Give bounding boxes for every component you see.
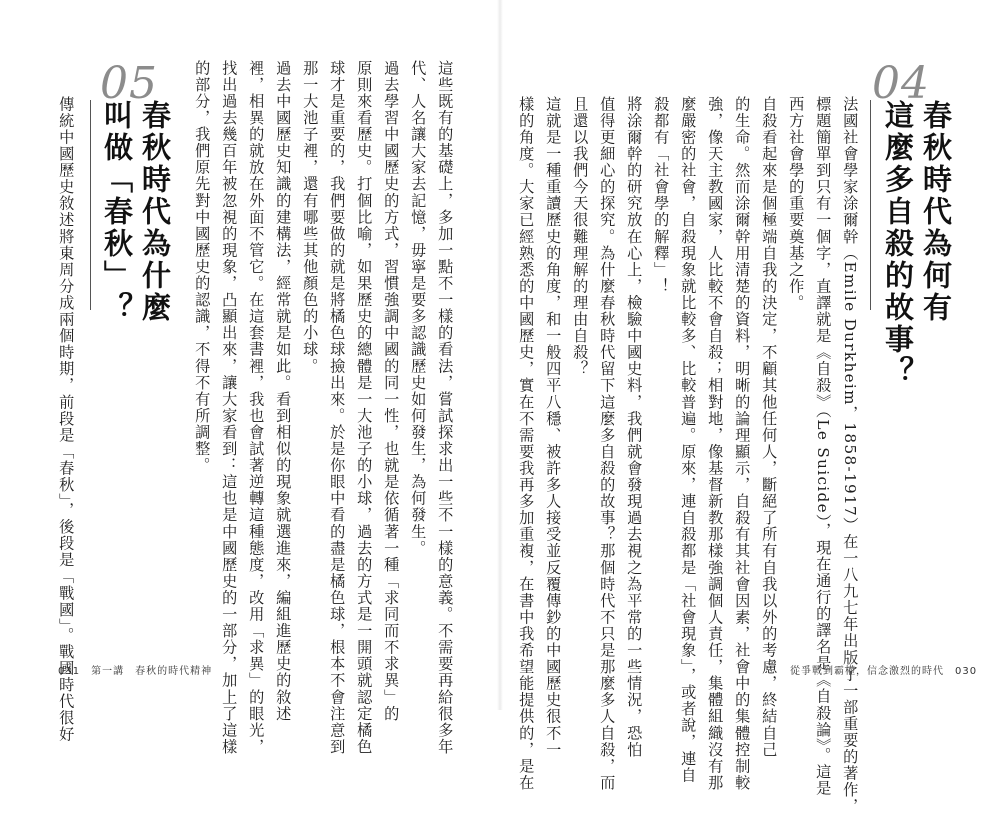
text-column: 球才是重要的，我們要做的就是將橘色球撿出來。於是你眼中看的盡是橘色球，根本不會注意到	[328, 60, 347, 756]
text-column: 標題簡單到只有一個字，直譯就是《自殺》（Le Suicide），現在通行的譯名是《自殺論》。這是	[814, 96, 833, 797]
section-title-line: 叫做「春秋」？	[100, 100, 134, 324]
text-column: 法國社會學家涂爾幹（Emile Durkheim，1858-1917）在一八九七年出版了一部重要的著作，	[841, 96, 860, 815]
book-gutter	[497, 0, 503, 710]
text-column: 代、人名讓大家去記憶，毋寧是要多認識歷史如何發生，為何發生。	[409, 60, 428, 557]
title-rule	[870, 100, 871, 310]
text-column: 這就是一種重讀歷史的角度，和一般四平八穩、被許多人接受並反覆傳鈔的中國歷史很不一	[544, 96, 563, 758]
text-column: 自殺看起來是個極端自我的決定，不顧其他任何人，斷絕了所有自我以外的考慮，終結自己	[760, 96, 779, 758]
section-title-line: 春秋時代為何有	[919, 100, 953, 324]
text-column: 原則來看歷史。打個比喻，如果歷史的總體是一大池子的小球，過去的方式是一開頭就認定橘色	[355, 60, 374, 756]
section-title-line: 這麼多自殺的故事？	[881, 100, 915, 388]
text-column: 樣的角度。大家已經熟悉的中國歷史，實在不需要我再多加重複，在書中我希望能提供的，是在	[517, 96, 536, 792]
page-folio: 從爭戰到霸權，信念激烈的時代 030	[790, 666, 978, 677]
text-column: 的生命。然而涂爾幹用清楚的資料，明晰的論理顯示，自殺有其社會因素，社會中的集體控制較	[733, 96, 752, 792]
text-column: 值得更細心的探究。為什麼春秋時代留下這麼多自殺的故事？那個時代不只是那麼多人自殺，而	[598, 96, 617, 792]
title-rule	[90, 100, 91, 310]
section-number: 04	[872, 58, 930, 109]
section-title-line: 春秋時代為什麼	[138, 100, 172, 324]
text-column: 麼嚴密的社會，自殺現象就比較多、比較普遍。原來，連自殺都是「社會現象」，或者說，連自	[679, 96, 698, 784]
text-column: 過去中國歷史知識的建構法，經常就是如此。看到相似的現象就選進來，編組進歷史的敘述	[274, 60, 293, 722]
text-column: 將涂爾幹的研究放在心上，檢驗中國史料，我們就會發現過去視之為平常的一些情況，恐怕	[625, 96, 644, 758]
text-column: 殺都有「社會學的解釋」！	[652, 96, 671, 295]
text-column: 傳統中國歷史敘述將東周分成兩個時期，前段是「春秋」，後段是「戰國」。戰國時代很好	[57, 96, 76, 743]
text-column: 找出過去幾百年被忽視的現象，凸顯出來，讓大家看到：這也是中國歷史的一部分，加上了這樣	[220, 60, 239, 756]
text-column: 這些既有的基礎上，多加一點不一樣的看法，嘗試探求出一些不一樣的意義。不需要再給很多年	[436, 60, 455, 756]
page-folio: 031 第一講 春秋的時代精神	[58, 666, 213, 677]
text-column: 西方社會學的重要奠基之作。	[787, 96, 806, 312]
text-column: 過去學習中國歷史的方式，習慣強調中國的同一性，也就是依循著一種「求同而不求異」的	[382, 60, 401, 722]
section-number: 05	[100, 58, 158, 109]
text-column: 裡，相異的就放在外面不管它。在這套書裡，我也會試著逆轉這種態度，改用「求異」的眼光，	[247, 60, 266, 756]
text-column: 強，像天主教國家，人比較不會自殺；相對地，像基督新教那樣強調個人責任，集體組織沒有那	[706, 96, 725, 792]
text-column: 那一大池子裡，還有哪些其他顏色的小球。	[301, 60, 320, 375]
text-column: 且還以我們今天很難理解的理由自殺？	[571, 96, 590, 378]
text-column: 的部分，我們原先對中國歷史的認識，不得不有所調整。	[193, 60, 212, 474]
